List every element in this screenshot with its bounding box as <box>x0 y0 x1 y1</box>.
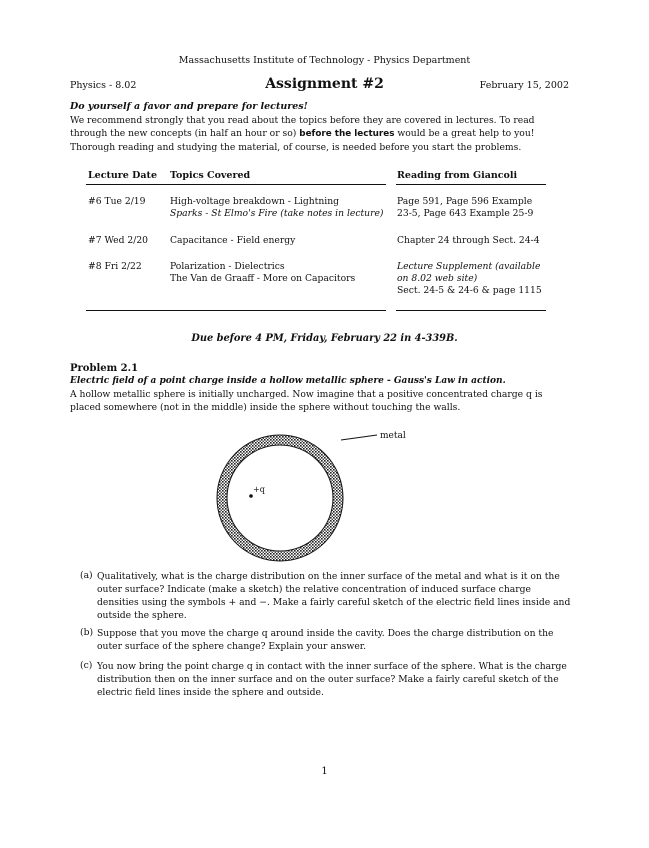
problem-statement: A hollow metallic sphere is initially uncharged. Now imagine that a positive concentrated charge q is placed somewhere (not in the middle) inside the sphere without touching the walls. <box>70 389 543 413</box>
intro-text-bold: before the lectures <box>299 129 395 139</box>
row-1-reading-1: Page 591, Page 596 Example <box>397 196 533 207</box>
intro-text-after: would be a great help to you! Thorough reading and studying the material, of course, is needed before you start the problems. <box>70 128 535 153</box>
col-header-reading: Reading from Giancoli <box>397 170 518 181</box>
row-2-topic-1: Capacitance - Field energy <box>170 235 296 246</box>
row-3-reading-2: on 8.02 web site) <box>397 273 478 284</box>
metal-label: metal <box>380 431 406 441</box>
table-bottom-rule-left <box>86 310 386 311</box>
problem-heading: Problem 2.1 <box>70 363 139 374</box>
intro-paragraph <box>70 114 572 154</box>
row-1-topic-1: High-voltage breakdown - Lightning <box>170 196 339 207</box>
metal-label-leader <box>341 435 377 440</box>
part-a-text: Qualitatively, what is the charge distribution on the inner surface of the metal and what is it on the outer surface? Indicate (make a sketch) the relative concentration of induced surface charge densities using the symbols + and −. Make a fairly careful sketch of the electric field lines inside and outside the sphere. <box>97 571 571 621</box>
sphere-cavity <box>227 445 333 551</box>
part-c-label: (c) <box>80 660 93 671</box>
page-number: 1 <box>321 766 328 777</box>
course-code: Physics - 8.02 <box>70 80 137 91</box>
charge-label: +q <box>253 485 265 494</box>
due-notice: Due before 4 PM, Friday, February 22 in 4-339B. <box>191 333 458 344</box>
row-2-reading-1: Chapter 24 through Sect. 24-4 <box>397 235 540 246</box>
col-header-topics: Topics Covered <box>170 170 251 181</box>
institution-line: Massachusetts Institute of Technology - Physics Department <box>178 55 471 66</box>
row-3-reading-3: Sect. 24-5 & 24-6 & page 1115 <box>397 285 542 296</box>
part-b-text: Suppose that you move the charge q around inside the cavity. Does the charge distribution on the outer surface of the sphere change? Explain your answer. <box>97 628 554 652</box>
part-b-label: (b) <box>80 627 94 638</box>
table-top-rule-right <box>396 184 546 185</box>
row-1-topic-2: Sparks - St Elmo's Fire (take notes in lecture) <box>170 208 384 219</box>
part-c-text: You now bring the point charge q in contact with the inner surface of the sphere. What is the charge distribution then on the inner surface and on the outer surface? Make a fairly careful sketch of the electric field lines inside the sphere and outside. <box>97 661 567 698</box>
row-3-topic-1: Polarization - Dielectrics <box>170 261 285 272</box>
row-2-date: #7 Wed 2/20 <box>88 235 149 246</box>
intro-heading: Do yourself a favor and prepare for lectures! <box>70 101 308 112</box>
point-charge <box>249 494 253 498</box>
problem-subtitle: Electric field of a point charge inside a hollow metallic sphere - Gauss's Law in action. <box>70 376 506 386</box>
row-3-reading-1: Lecture Supplement (available <box>397 261 541 272</box>
row-1-date: #6 Tue 2/19 <box>88 196 146 207</box>
row-1-reading-2: 23-5, Page 643 Example 25-9 <box>397 208 534 219</box>
table-top-rule-left <box>86 184 386 185</box>
row-3-topic-2: The Van de Graaff - More on Capacitors <box>170 273 356 284</box>
table-bottom-rule-right <box>396 310 546 311</box>
intro-text-before: We recommend strongly that you read about the topics before they are covered in lectures. To read through the new concepts (in half an hour or so) <box>70 115 535 139</box>
assignment-date: February 15, 2002 <box>479 80 569 91</box>
col-header-date: Lecture Date <box>88 170 157 181</box>
sphere-figure <box>210 418 440 578</box>
part-a-label: (a) <box>80 570 93 581</box>
row-3-date: #8 Fri 2/22 <box>88 261 142 272</box>
assignment-title: Assignment #2 <box>265 76 384 92</box>
